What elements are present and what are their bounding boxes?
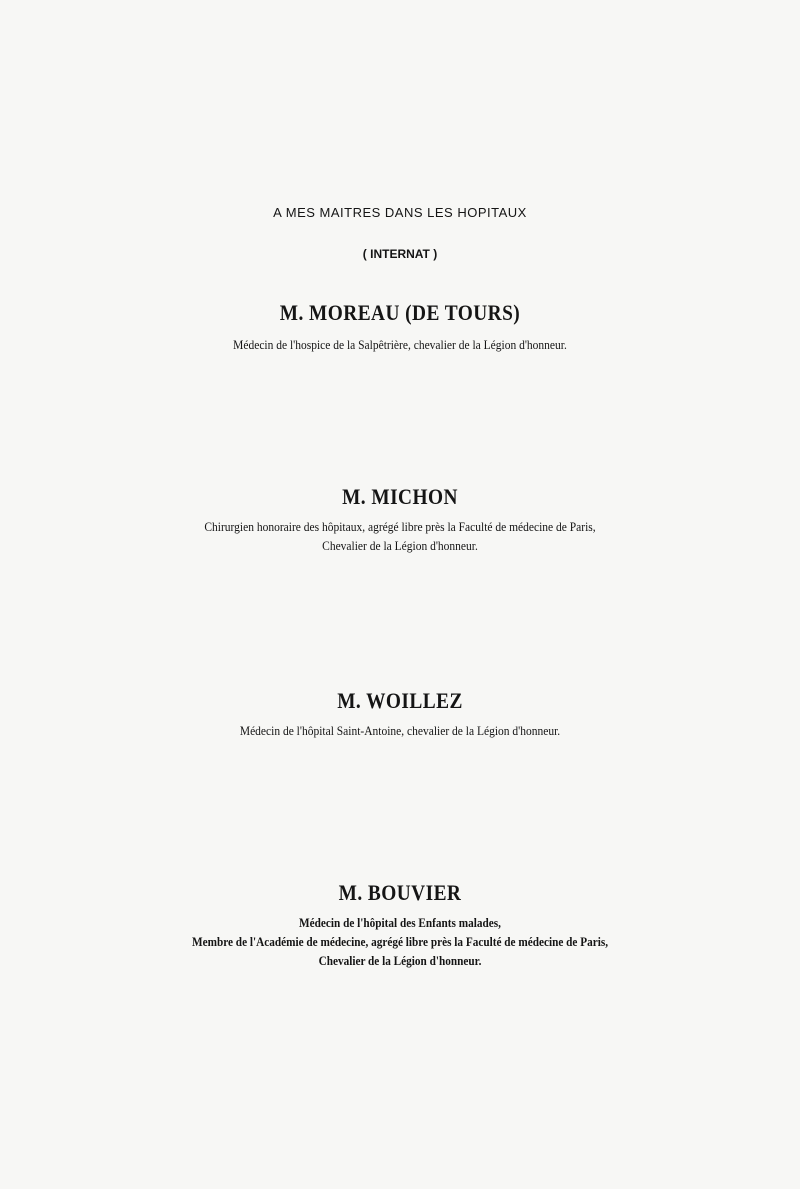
master-name-bouvier: M. BOUVIER (338, 880, 462, 905)
master-title-bouvier-3: Chevalier de la Légion d'honneur. (318, 954, 482, 968)
master-title-michon-2: Chevalier de la Légion d'honneur. (322, 539, 478, 553)
master-title-michon-1: Chirurgien honoraire des hôpitaux, agrégé libre près la Faculté de médecine de Paris, (204, 520, 596, 534)
master-title-moreau: Médecin de l'hospice de la Salpêtrière, chevalier de la Légion d'honneur. (233, 338, 567, 352)
master-title-bouvier-1: Médecin de l'hôpital des Enfants malades, (299, 916, 501, 930)
dedication-subheading: ( INTERNAT ) (362, 247, 438, 261)
master-name-michon: M. MICHON (342, 484, 458, 509)
master-title-woillez: Médecin de l'hôpital Saint-Antoine, chevalier de la Légion d'honneur. (239, 724, 561, 738)
dedication-heading: A MES MAITRES DANS LES HOPITAUX (273, 205, 527, 220)
master-title-bouvier-2: Membre de l'Académie de médecine, agrégé libre près la Faculté de médecine de Paris, (191, 935, 609, 949)
master-name-woillez: M. WOILLEZ (337, 688, 463, 713)
master-name-moreau: M. MOREAU (DE TOURS) (279, 300, 521, 325)
